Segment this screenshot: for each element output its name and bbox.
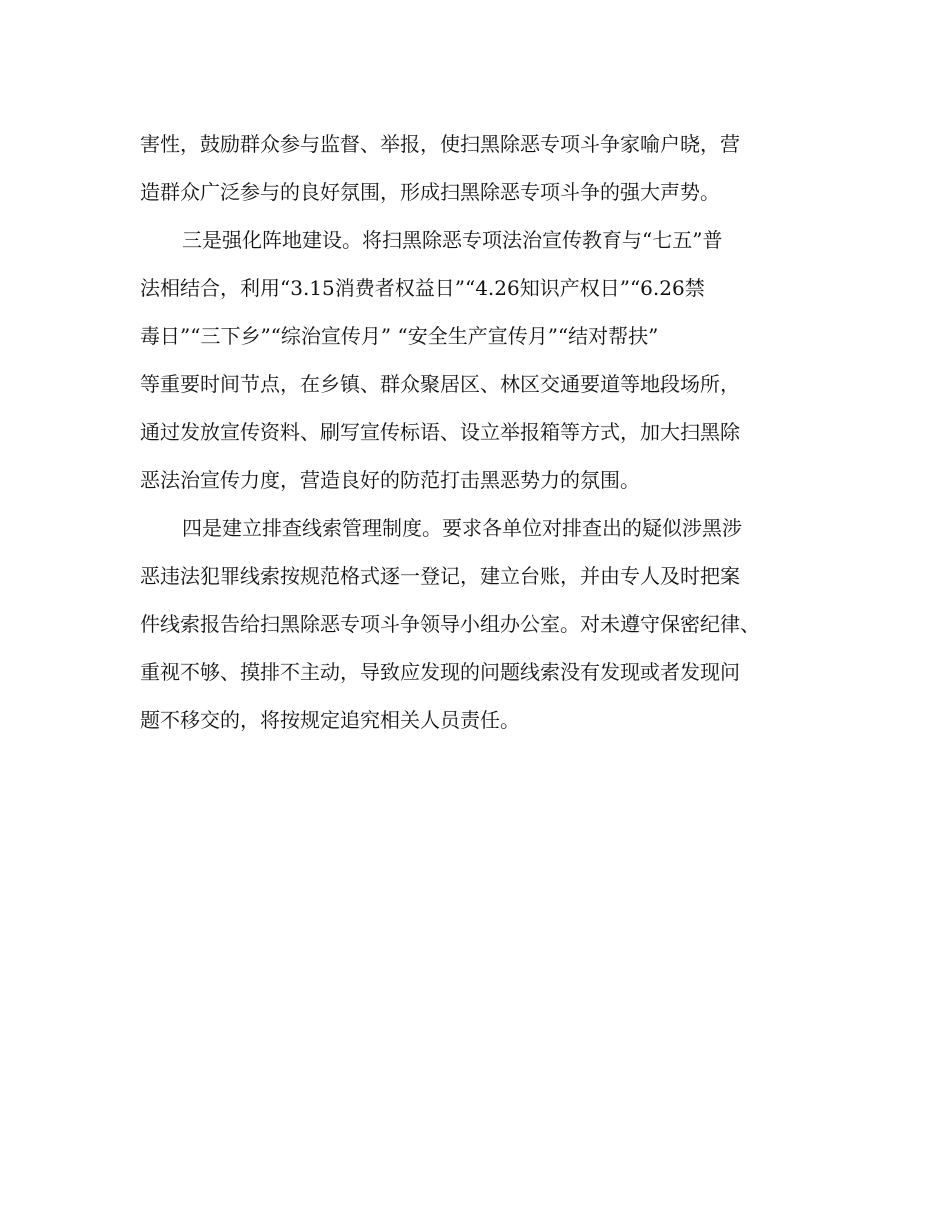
paragraph-start-line: 四是建立排查线索管理制度。要求各单位对排查出的疑似涉黑涉 [182, 516, 742, 540]
text-line: 题不移交的，将按规定追究相关人员责任。 [140, 708, 520, 732]
text-line: 等重要时间节点，在乡镇、群众聚居区、林区交通要道等地段场所， [140, 372, 740, 396]
text-line: 法相结合，利用“3.15消费者权益日”“4.26知识产权日”“6.26禁 [140, 276, 705, 300]
text-line: 恶法治宣传力度，营造良好的防范打击黑恶势力的氛围。 [140, 468, 640, 492]
text-line: 毒日”“三下乡”“综治宣传月” “安全生产宣传月”“结对帮扶” [140, 324, 659, 348]
text-line: 恶违法犯罪线索按规范格式逐一登记，建立台账，并由专人及时把案 [140, 564, 740, 588]
text-line: 通过发放宣传资料、刷写宣传标语、设立举报箱等方式，加大扫黑除 [140, 420, 740, 444]
text-line: 害性，鼓励群众参与监督、举报，使扫黑除恶专项斗争家喻户晓，营 [140, 132, 740, 156]
text-line: 重视不够、摸排不主动，导致应发现的问题线索没有发现或者发现问 [140, 660, 740, 684]
body-text [140, 128, 810, 752]
text-line: 件线索报告给扫黑除恶专项斗争领导小组办公室。对未遵守保密纪律、 [140, 612, 760, 636]
paragraph-start-line: 三是强化阵地建设。将扫黑除恶专项法治宣传教育与“七五”普 [182, 228, 723, 252]
text-line: 造群众广泛参与的良好氛围，形成扫黑除恶专项斗争的强大声势。 [140, 180, 720, 204]
